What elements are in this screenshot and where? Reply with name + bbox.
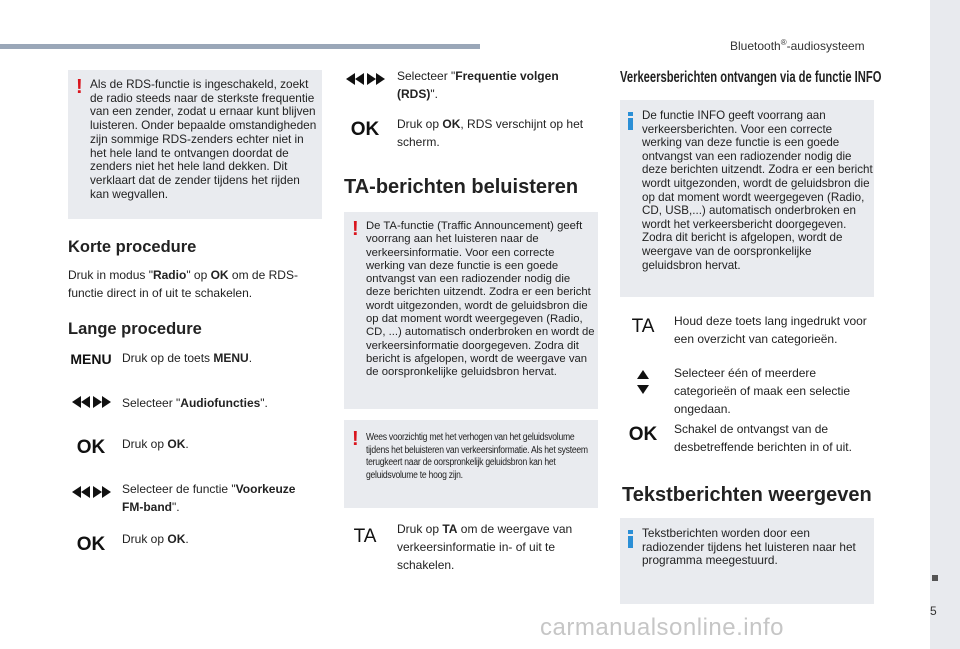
watermark: carmanualsonline.info: [540, 614, 784, 641]
tekst-note-text: Tekstberichten worden door een radiozender tijdens het luisteren naar het programma meegestuurd.: [642, 526, 856, 568]
step-frequentie-volgen: [340, 67, 600, 103]
ok-button-icon: OK: [628, 424, 658, 445]
left-right-arrows-icon: [66, 486, 116, 498]
step-ta-hold: [618, 312, 878, 352]
step-ok-info: [618, 420, 878, 460]
step-ok-2: [66, 530, 326, 560]
step-text: Druk op de toets MENU.: [122, 351, 253, 365]
page-header-title: Bluetooth®-audiosysteem: [730, 38, 865, 53]
step-text: Selecteer "Frequentie volgen (RDS)".: [397, 69, 559, 101]
step-ok-1: [66, 435, 326, 465]
page-number: 5: [930, 604, 937, 618]
lange-procedure-heading: Lange procedure: [68, 320, 202, 338]
info-icon: [628, 112, 633, 130]
rds-warning-text: Als de RDS-functie is ingeschakeld, zoekt de radio steeds naar de sterkste frequentie van een zender, zodat u ernaar kunt blijven luisteren. Onder bepaalde omstandigheden zijn sommige RDS-zenders echter niet in het hele land te ontvangen doordat de zenders niet het hele land dekken. Dit verklaart dat de zender tijdens het rijden kan wegvallen.: [90, 77, 317, 201]
warning-icon: !: [352, 428, 359, 450]
up-down-arrows-icon: [618, 370, 668, 394]
ta-button-icon: TA: [353, 526, 377, 547]
ok-button-icon: OK: [76, 437, 106, 458]
step-text: Schakel de ontvangst van de desbetreffende berichten in of uit.: [674, 422, 852, 454]
ta-berichten-heading: TA-berichten beluisteren: [344, 176, 579, 198]
step-text: Druk op OK.: [122, 532, 189, 546]
step-text: Druk op OK, RDS verschijnt op het scherm.: [397, 117, 584, 149]
step-menu: [66, 349, 326, 379]
info-note-text: De functie INFO geeft voorrang aan verkeersberichten. Voor een correcte werking van deze functie is een goede ontvangst van een radiozender nodig die deze berichten uitzendt. Zodra er een bericht wordt uitgezonden, wordt de geluidsbron die op dat moment wordt weergegeven (Radio, CD, USB,...) automatisch onderbroken en wordt het verkeersbericht doorgegeven. Zodra dit bericht is afgelopen, wordt de weergave van de oorspronkelijke geluidsbron hervat.: [642, 109, 873, 272]
step-text: Selecteer "Audiofuncties".: [122, 396, 268, 410]
step-text: Druk op OK.: [122, 437, 189, 451]
volume-warning-box: [344, 420, 598, 508]
page-sidebar: [930, 0, 960, 649]
ok-button-icon: OK: [350, 119, 380, 140]
left-right-arrows-icon: [66, 396, 116, 408]
step-audiofuncties: [66, 394, 326, 424]
step-text: Houd deze toets lang ingedrukt voor een overzicht van categorieën.: [674, 314, 867, 346]
tekstberichten-heading: Tekstberichten weergeven: [622, 484, 872, 506]
info-heading: Verkeersberichten ontvangen via de functie INFO: [620, 69, 882, 86]
step-text: Druk op TA om de weergave van verkeersinformatie in- of uit te schakelen.: [397, 522, 573, 572]
page-end-marker: [932, 575, 938, 581]
warning-icon: !: [352, 218, 359, 240]
ta-warning-text: De TA-functie (Traffic Announcement) geeft voorrang aan het luisteren naar de verkeersinformatie. Voor een correcte werking van deze functie is een goede ontvangst van een radiozender nodig die deze berichten uitzendt. Zodra er een bericht wordt uitgezonden, wordt de geluidsbron die op dat moment wordt weergegeven (Radio, CD, ...) automatisch onderbroken en wordt de verkeersinformatie doorgegeven. Zodra dit bericht is afgelopen, wordt de weergave van de oorspronkelijke geluidsbron hervat.: [366, 220, 595, 379]
step-text: Selecteer de functie "Voorkeuze FM-band".: [122, 482, 296, 514]
step-ta: [340, 520, 600, 576]
step-voorkeuze: [66, 480, 326, 516]
volume-warning-text: Wees voorzichtig met het verhogen van het geluidsvolume tijdens het beluisteren van verkeersinformatie. Als het systeem terugkeert naar de oorspronkelijk geluidsbron kan het geluidsvolume te hoog zijn.: [366, 432, 588, 481]
info-icon: [628, 530, 633, 548]
korte-procedure-text: Druk in modus "Radio" op OK om de RDS-functie direct in of uit te schakelen.: [68, 268, 298, 300]
left-right-arrows-icon: [340, 73, 390, 85]
step-select-categories: [618, 364, 878, 416]
info-note-box: [620, 100, 874, 297]
tekst-note-box: [620, 518, 874, 604]
step-text: Selecteer één of meerdere categorieën of maak een selectie ongedaan.: [674, 366, 851, 416]
menu-button-icon: MENU: [70, 351, 112, 367]
top-bar: [0, 44, 480, 49]
step-ok-rds: [340, 115, 600, 151]
ta-button-icon: TA: [631, 316, 655, 337]
warning-icon: !: [76, 76, 83, 98]
korte-procedure-heading: Korte procedure: [68, 238, 197, 256]
rds-warning-box: [68, 70, 322, 219]
ta-warning-box: [344, 212, 598, 409]
ok-button-icon: OK: [76, 534, 106, 555]
